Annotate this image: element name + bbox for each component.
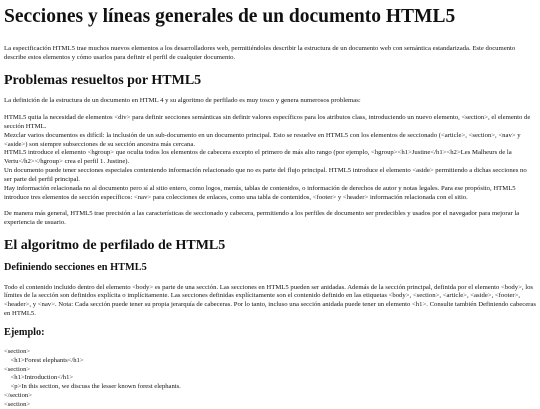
intro-paragraph: La especificación HTML5 trae muchos nuevos elementos a los desarrolladores web, permitiéndoles describir la estructura de un documento web con semántica estandarizada. Este documento describe estos elementos y cómo usarlos para definir el perfil de cualquier documento. [4, 45, 516, 62]
problems-intro-paragraph: La definición de la estructura de un documento en HTML 4 y su algoritmo de perfilado es muy tosco y genera numerosos problemas: [4, 97, 361, 105]
subheading-defining-sections: Definiendo secciones en HTML5 [4, 262, 147, 274]
problems-line: Hay información relacionada no al documento pero sí al sitio entero, como logos, menús, tablas de contenidos, o información de derechos de autor y notas legales. Para ese propósito, HTML5 introduce tres elementos de sección específicos: <nav> para colecciones de enlaces, como una tabla de contenidos, <footer> y <header> información relacionada con el sitio. [4, 184, 516, 201]
subheading-example: Ejemplo: [4, 326, 45, 338]
problems-line: Mezclar varios documentos es difícil: la inclusión de un sub-documento en un documento principal. Esto se resuelve en HTML5 con los elementos de seccionado (<article>, <section>, <nav> y <aside>) son siempre subsecciones de su sección ancestra más cercana. [4, 131, 521, 148]
problems-list [4, 114, 536, 202]
code-example: <section> <h1>Forest elephants</h1> <section> <h1>Introduction</h1> <p>In this section, we discuss the lesser known forest elephants. </section> <section> [4, 348, 181, 408]
section-heading-algorithm: El algoritmo de perfilado de HTML5 [4, 238, 226, 254]
problems-line: Un documento puede tener secciones especiales conteniendo información relacionado que no es parte del flujo principal. HTML5 introduce el elemento <aside> permitiendo a dichas secciones no ser parte del perfil principal. [4, 167, 527, 183]
section-heading-problems: Problemas resueltos por HTML5 [4, 73, 202, 89]
problems-summary-paragraph: De manera más general, HTML5 trae precisión a las características de seccionado y cabecera, permitiendo a los perfiles de documento ser predecibles y usados por el navegador para mejorar la experiencia de usuario. [4, 210, 520, 227]
problems-line: HTML5 quita la necesidad de elementos <div> para definir secciones semánticas sin definir valores específicos para los atributos class, introduciendo un nuevo elemento, <section>, el elemento de sección HTML. [4, 114, 531, 130]
page-title: Secciones y líneas generales de un documento HTML5 [4, 6, 456, 27]
problems-line: HTML5 introduce el elemento <hgroup> que oculta todos los elementos de cabecera excepto el primero de más alto rango (por ejemplo, <hgroup><h1>Justine</h1><h2>Les Malheurs de la Vertu</h2></hgroup> crea el perfil 1. Justine). [4, 149, 512, 166]
defining-sections-paragraph: Todo el contenido incluido dentro del elemento <body> es parte de una sección. Las secciones en HTML5 pueden ser anidadas. Además de la sección principal, definida por el elemento <body>, los límites de la sección son definidos explícita o implícitamente. Las secciones definidas explícitamente son el contenido definido en las etiquetas <body>, <section>, <article>, <aside>, <footer>, <header>, y <nav>. Nota: Cada sección puede tener su propia jerarquía de cabeceras. Por lo tanto, incluso una sección anidada puede tener un elemento <h1>. Consulte también Definiendo cabeceras en HTML5. [4, 283, 536, 318]
